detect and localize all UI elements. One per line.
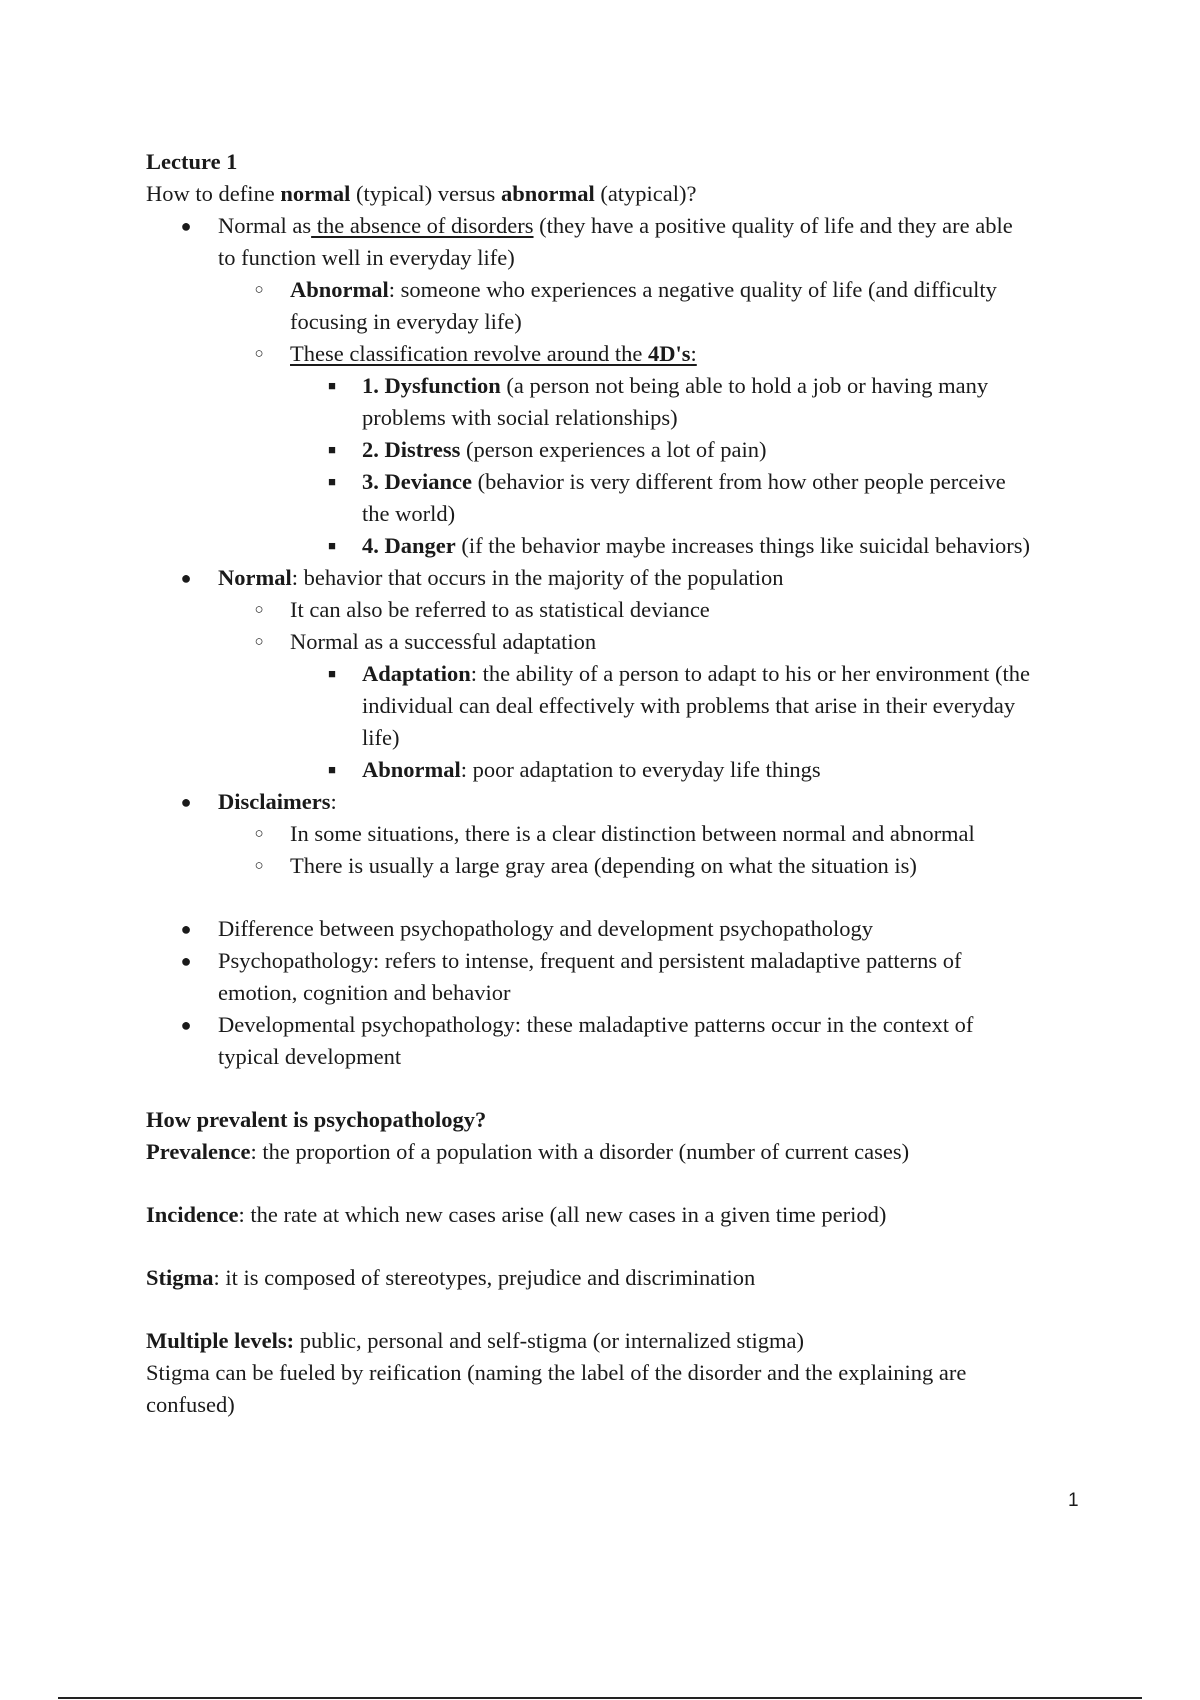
item-deviance: ■ 3. Deviance (behavior is very different from how other people perceive the world) [146, 466, 1086, 530]
square-bullet-icon: ■ [328, 538, 336, 553]
subbullet-statistical-deviance: ○ It can also be referred to as statistical deviance [146, 594, 1086, 626]
document-page [146, 146, 1086, 1421]
circle-bullet-icon: ○ [254, 858, 264, 874]
reification-line: Stigma can be fueled by reification (naming the label of the disorder and the explaining are [146, 1360, 967, 1385]
square-bullet-icon: ■ [328, 666, 336, 681]
bullet-difference: ● Difference between psychopathology and development psychopathology [146, 913, 1086, 945]
incidence-definition: Incidence: the rate at which new cases arise (all new cases in a given time period) [146, 1202, 887, 1227]
subbullet-4ds: ○ These classification revolve around the 4D's: [146, 338, 1086, 370]
lecture-title: Lecture 1 [146, 149, 238, 174]
circle-bullet-icon: ○ [254, 634, 264, 650]
circle-bullet-icon: ○ [254, 602, 264, 618]
square-bullet-icon: ■ [328, 474, 336, 489]
subbullet-gray-area: ○ There is usually a large gray area (depending on what the situation is) [146, 850, 1086, 882]
circle-bullet-icon: ○ [254, 346, 264, 362]
question-line: How to define normal (typical) versus abnormal (atypical)? [146, 181, 697, 206]
subbullet-abnormal: ○ Abnormal: someone who experiences a negative quality of life (and difficulty focusing in everyday life) [146, 274, 1086, 338]
reification-continued: confused) [146, 1392, 235, 1417]
stigma-definition: Stigma: it is composed of stereotypes, prejudice and discrimination [146, 1265, 756, 1290]
bullet-icon: ● [180, 792, 192, 812]
item-adaptation: ■ Adaptation: the ability of a person to adapt to his or her environment (the individual can deal effectively with problems that arise in their everyday life) [146, 658, 1086, 754]
prevalence-definition: Prevalence: the proportion of a population with a disorder (number of current cases) [146, 1139, 910, 1164]
spacer [146, 1294, 1086, 1325]
bullet-icon: ● [180, 568, 192, 588]
spacer [146, 1168, 1086, 1199]
bullet-developmental-psychopathology: ● Developmental psychopathology: these maladaptive patterns occur in the context of typical development [146, 1009, 1086, 1073]
subbullet-clear-distinction: ○ In some situations, there is a clear distinction between normal and abnormal [146, 818, 1086, 850]
item-distress: ■ 2. Distress (person experiences a lot of pain) [146, 434, 1086, 466]
page-bottom-rule [58, 1697, 1142, 1699]
item-dysfunction: ■ 1. Dysfunction (a person not being able to hold a job or having many problems with social relationships) [146, 370, 1086, 434]
bullet-icon: ● [180, 1015, 192, 1035]
bullet-absence-of-disorders: ● Normal as the absence of disorders (they have a positive quality of life and they are able to function well in everyday life) [146, 210, 1086, 274]
circle-bullet-icon: ○ [254, 826, 264, 842]
item-danger: ■ 4. Danger (if the behavior maybe increases things like suicidal behaviors) [146, 530, 1086, 562]
square-bullet-icon: ■ [328, 762, 336, 777]
bullet-disclaimers: ● Disclaimers: [146, 786, 1086, 818]
spacer [146, 1231, 1086, 1262]
square-bullet-icon: ■ [328, 442, 336, 457]
bullet-icon: ● [180, 951, 192, 971]
circle-bullet-icon: ○ [254, 282, 264, 298]
bullet-normal: ● Normal: behavior that occurs in the majority of the population [146, 562, 1086, 594]
bullet-psychopathology: ● Psychopathology: refers to intense, frequent and persistent maladaptive patterns of emotion, cognition and behavior [146, 945, 1086, 1009]
prevalent-heading: How prevalent is psychopathology? [146, 1107, 487, 1132]
subbullet-successful-adaptation: ○ Normal as a successful adaptation [146, 626, 1086, 658]
spacer [146, 1073, 1086, 1104]
square-bullet-icon: ■ [328, 378, 336, 393]
page-number: 1 [1068, 1490, 1079, 1511]
bullet-icon: ● [180, 216, 192, 236]
item-abnormal-adaptation: ■ Abnormal: poor adaptation to everyday life things [146, 754, 1086, 786]
spacer [146, 882, 1086, 913]
multiple-levels: Multiple levels: public, personal and self-stigma (or internalized stigma) [146, 1328, 804, 1353]
bullet-icon: ● [180, 919, 192, 939]
